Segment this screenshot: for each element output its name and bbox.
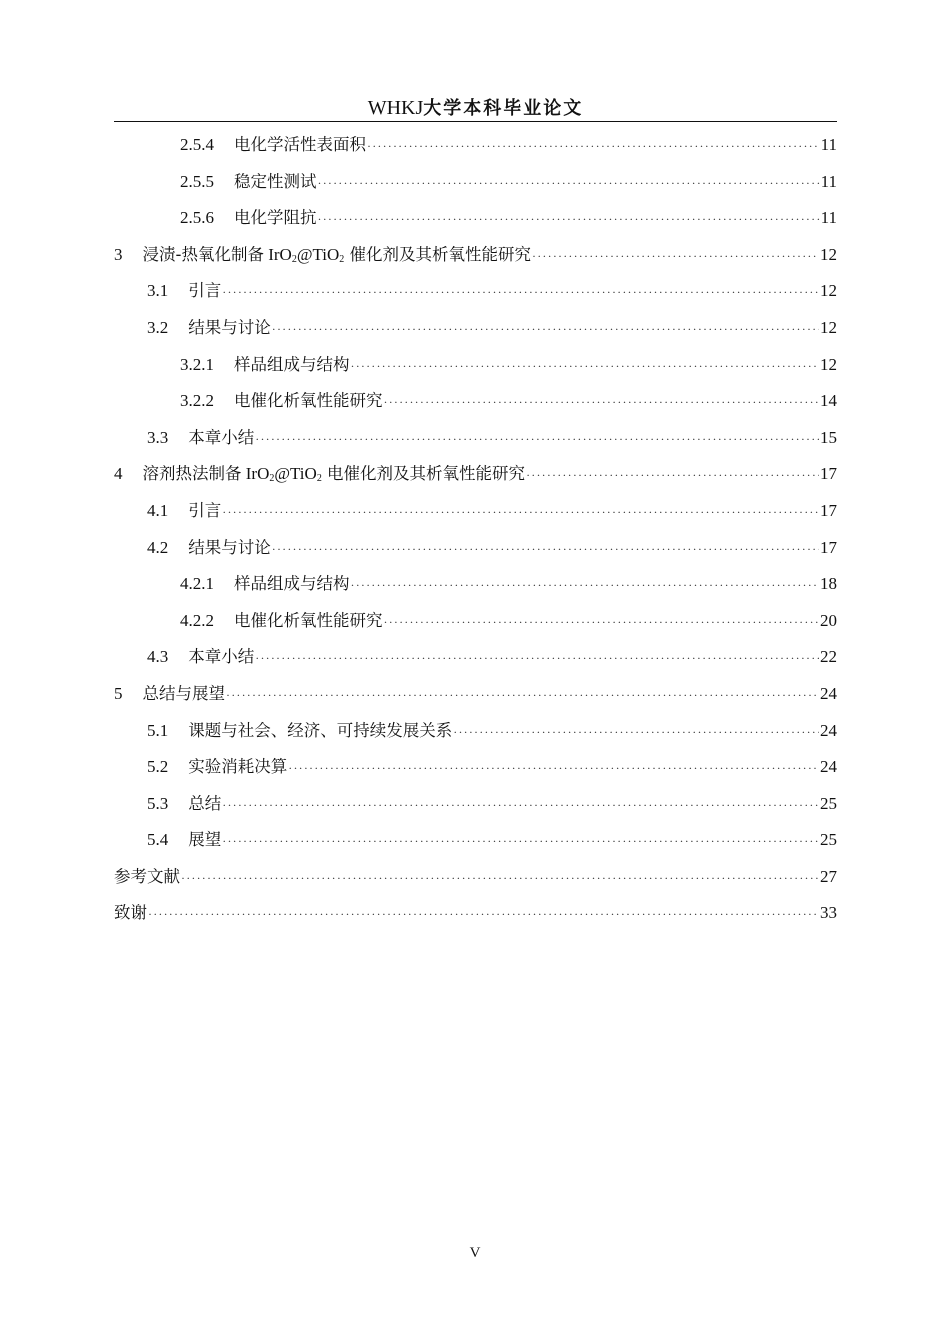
toc-entry-title: 引言	[188, 500, 222, 520]
toc-entry-page: 11	[820, 135, 837, 154]
toc-entry-title: 致谢	[114, 903, 147, 923]
toc-entry-number: 4.2	[147, 537, 169, 557]
toc-dot-leader	[351, 348, 820, 385]
toc-dot-leader	[526, 457, 819, 494]
toc-entry-number: 3.2	[147, 317, 169, 337]
toc-entry-number: 4	[114, 464, 123, 484]
toc-entry-page: 17	[820, 464, 837, 484]
toc-entry-page: 27	[820, 866, 837, 886]
toc-entry[interactable]	[114, 164, 837, 201]
toc-entry-number: 2.5.4	[180, 135, 214, 154]
toc-entry-number: 5	[114, 683, 123, 703]
toc-entry[interactable]	[114, 603, 837, 640]
toc-entry-title: 结果与讨论	[188, 317, 271, 337]
toc-dot-leader	[318, 165, 820, 202]
toc-entry-number: 3.3	[147, 427, 169, 447]
toc-entry[interactable]	[114, 749, 837, 786]
toc-entry[interactable]	[114, 530, 837, 567]
toc-entry-title: 稳定性测试	[234, 171, 317, 191]
toc-entry-number: 5.4	[147, 830, 169, 850]
toc-entry[interactable]	[114, 420, 837, 457]
toc-entry-title: 电化学阻抗	[234, 208, 317, 228]
toc-entry-page: 25	[820, 793, 837, 813]
toc-entry-page: 15	[820, 427, 837, 447]
toc-entry-page: 12	[820, 354, 837, 374]
toc-dot-leader	[351, 567, 820, 604]
toc-entry-page: 18	[820, 574, 837, 594]
toc-entry-page: 11	[820, 208, 837, 228]
toc-dot-leader	[226, 677, 819, 714]
toc-entry-page: 12	[820, 317, 837, 337]
toc-entry-title: 溶剂热法制备 IrO$_2$@TiO$_2$ 电催化剂及其析氧性能研究	[142, 464, 526, 485]
toc-entry-title: 本章小结	[188, 647, 255, 667]
toc-entry[interactable]	[114, 237, 837, 274]
toc-dot-leader	[222, 823, 819, 860]
toc-entry-title: 引言	[188, 281, 222, 301]
toc-entry-page: 12	[820, 281, 837, 301]
toc-entry-number: 2.5.6	[180, 208, 214, 228]
page-number: V	[469, 1245, 481, 1261]
toc-entry[interactable]	[114, 456, 837, 493]
toc-entry-number: 3.2.2	[180, 391, 214, 411]
toc-dot-leader	[272, 531, 819, 568]
toc-entry-number: 5.2	[147, 757, 169, 777]
toc-entry[interactable]	[114, 273, 837, 310]
toc-entry-title: 课题与社会、经济、可持续发展关系	[188, 720, 453, 740]
header-rule	[114, 121, 837, 122]
toc-entry-title: 实验消耗决算	[188, 757, 288, 777]
toc-entry-page: 17	[820, 500, 837, 520]
toc-entry-number: 3.2.1	[180, 354, 214, 374]
toc-dot-leader	[384, 604, 820, 641]
toc-entry[interactable]	[114, 859, 837, 896]
toc-entry-title: 总结与展望	[142, 683, 225, 703]
toc-dot-leader	[288, 750, 819, 787]
toc-entry-title: 参考文献	[114, 866, 180, 886]
toc-entry-number: 4.1	[147, 500, 169, 520]
toc-entry-number: 2.5.5	[180, 171, 214, 191]
toc-entry[interactable]	[114, 383, 837, 420]
toc-entry-title: 电催化析氧性能研究	[234, 610, 383, 630]
toc-dot-leader	[384, 384, 820, 421]
toc-entry-number: 5.3	[147, 793, 169, 813]
toc-entry-title: 浸渍-热氧化制备 IrO$_2$@TiO$_2$ 催化剂及其析氧性能研究	[142, 244, 532, 265]
toc-entry-page: 12	[820, 244, 837, 264]
toc-dot-leader	[255, 421, 819, 458]
toc-dot-leader	[181, 860, 819, 897]
toc-entry-number: 4.3	[147, 647, 169, 667]
toc-entry-page: 25	[820, 830, 837, 850]
toc-entry-title: 总结	[188, 793, 222, 813]
toc-entry-page: 14	[820, 391, 837, 411]
toc-dot-leader	[222, 494, 819, 531]
toc-entry[interactable]	[114, 310, 837, 347]
toc-entry[interactable]	[114, 493, 837, 530]
toc-dot-leader	[532, 238, 819, 275]
toc-entry-title: 样品组成与结构	[234, 354, 350, 374]
toc-entry[interactable]	[114, 200, 837, 237]
toc-entry-page: 11	[820, 171, 837, 191]
toc-entry[interactable]	[114, 566, 837, 603]
toc-entry-title: 本章小结	[188, 427, 255, 447]
header-title: 大学本科毕业论文	[423, 98, 584, 119]
toc-dot-leader	[453, 714, 819, 751]
toc-entry-title: 电化学活性表面积	[234, 135, 366, 154]
toc-dot-leader	[222, 274, 819, 311]
toc-entry[interactable]	[114, 347, 837, 384]
toc-entry-page: 24	[820, 757, 837, 777]
running-header	[114, 94, 837, 120]
toc-entry[interactable]	[114, 127, 837, 164]
toc-entry[interactable]	[114, 895, 837, 932]
toc-entry-page: 24	[820, 683, 837, 703]
toc-dot-leader	[318, 201, 820, 238]
toc-dot-leader	[222, 787, 819, 824]
toc-entry-title: 展望	[188, 830, 222, 850]
toc-entry[interactable]	[114, 676, 837, 713]
toc-entry[interactable]	[114, 713, 837, 750]
toc-entry-title: 结果与讨论	[188, 537, 271, 557]
toc-entry-page: 17	[820, 537, 837, 557]
toc-entry-number: 4.2.1	[180, 574, 214, 594]
toc-entry-page: 33	[820, 903, 837, 923]
toc-entry-page: 22	[820, 647, 837, 667]
toc-entry-page: 20	[820, 610, 837, 630]
toc-entry-title: 样品组成与结构	[234, 574, 350, 594]
toc-dot-leader	[272, 311, 819, 348]
toc-entry[interactable]	[114, 822, 837, 859]
toc-entry-number: 5.1	[147, 720, 169, 740]
toc-entry-page: 24	[820, 720, 837, 740]
toc-dot-leader	[148, 896, 819, 933]
header-school-code: WHKJ	[367, 97, 424, 119]
toc-entry-number: 3	[114, 244, 123, 264]
toc-entry[interactable]	[114, 639, 837, 676]
table-of-contents	[114, 127, 837, 932]
toc-entry-number: 3.1	[147, 281, 169, 301]
toc-entry[interactable]	[114, 786, 837, 823]
toc-entry-number: 4.2.2	[180, 610, 214, 630]
toc-dot-leader	[255, 640, 819, 677]
toc-dot-leader	[367, 128, 820, 165]
toc-entry-title: 电催化析氧性能研究	[234, 391, 383, 411]
